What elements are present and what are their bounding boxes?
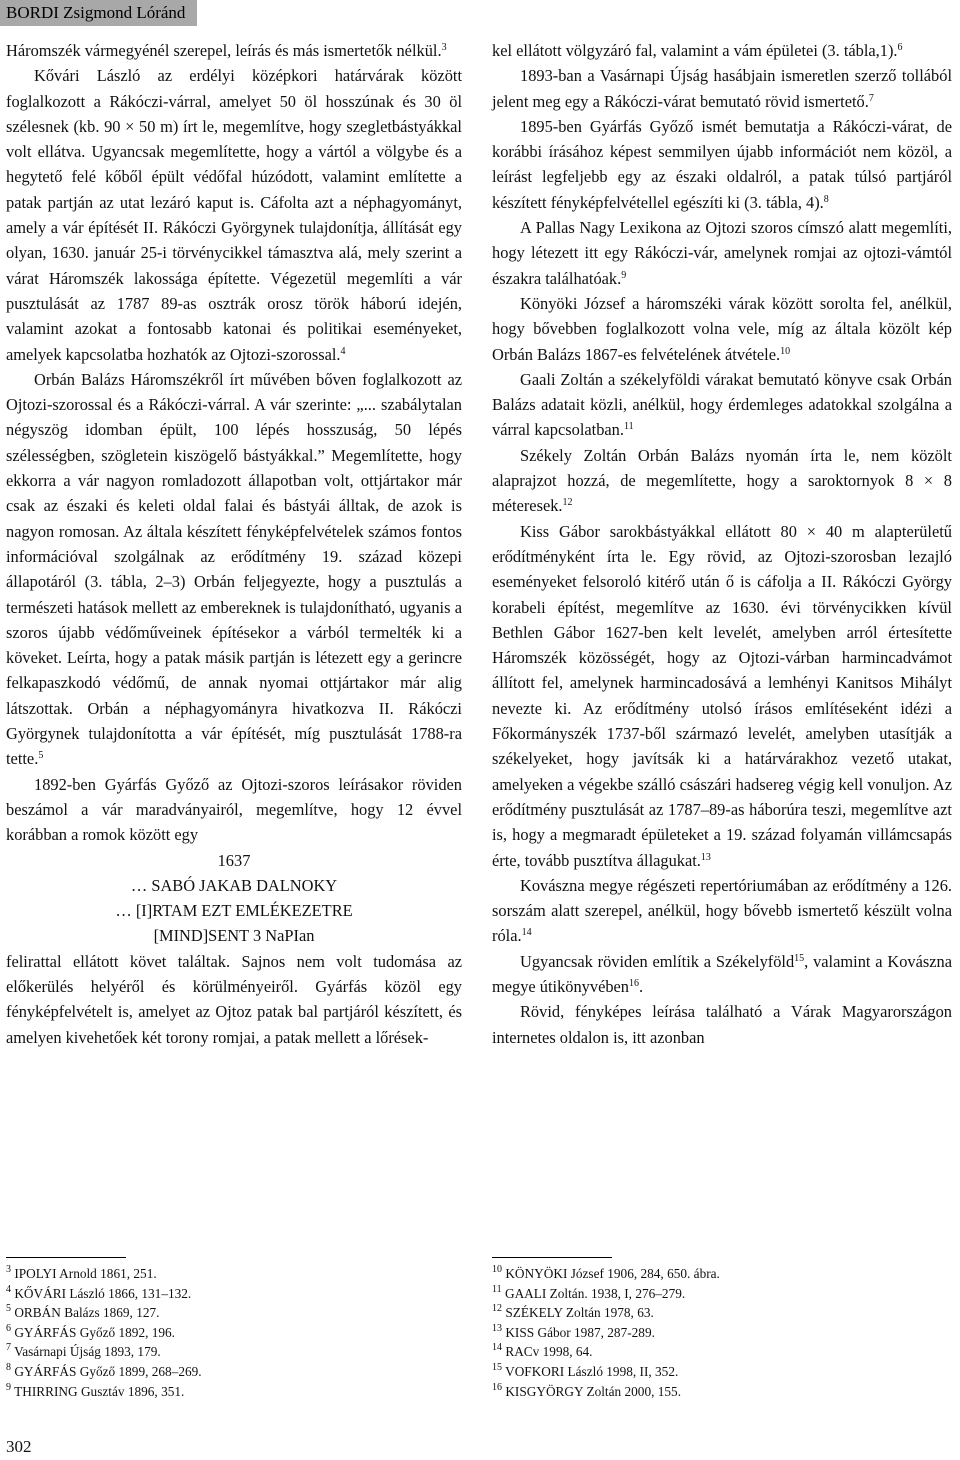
page-number: 302 [6, 1437, 32, 1456]
footnote: $^{12}$ SZÉKELY Zoltán 1978, 63. [492, 1303, 654, 1321]
paragraph: 1893-ban a Vasárnapi Újság hasábjain ismeretlen szerző tollából jelent meg egy a Rákóczi-várat bemutató rövid ismertető.$^7$ [492, 66, 952, 111]
footnote: $^6$ GYÁRFÁS Győző 1892, 196. [6, 1322, 176, 1340]
paragraph: Ugyancsak röviden említik a Székelyföld$^{15}$, valamint a Kovászna megye útikönyvében$^{16}$. [492, 951, 952, 996]
footnote: $^4$ KŐVÁRI László 1866, 131–132. [6, 1283, 192, 1301]
footnote-rule [492, 1257, 612, 1258]
footnote: $^8$ GYÁRFÁS Győző 1899, 268–269. [6, 1361, 202, 1379]
paragraph: 1892-ben Gyárfás Győző az Ojtozi-szoros leírásakor röviden beszámol a vár maradványairól, megemlítve, hogy 12 évvel korábban a romok között egy [6, 774, 462, 845]
footnote: $^7$ Vasárnapi Újság 1893, 179. [6, 1342, 161, 1360]
paragraph: Háromszék vármegyénél szerepel, leírás és más ismertetők nélkül.$^3$ [6, 41, 447, 60]
footnote-rule [6, 1257, 126, 1258]
footnote: $^{11}$ GAALI Zoltán. 1938, I, 276–279. [492, 1283, 686, 1301]
paragraph: kel ellátott völgyzáró fal, valamint a vám épületei (3. tábla,1).$^6$ [492, 41, 903, 60]
paragraph: Kovászna megye régészeti repertóriumában az erődítmény a 126. sorszám alatt szerepel, anélkül, hogy bővebb ismertető készült volna róla.$^{14}$ [492, 875, 952, 946]
footnote: $^{15}$ VOFKORI László 1998, II, 352. [492, 1361, 679, 1379]
paragraph: 1895-ben Gyárfás Győző ismét bemutatja a Rákóczi-várat, de korábbi írásához képest semmilyen újabb információt nem közöl, a leírást legfeljebb egy az északi oldalról, a patak túlsó partjáról készített fényképfelvétellel egészíti ki (3. tábla, 4).$^8$ [492, 116, 952, 212]
inscription-line: 1637 [217, 850, 251, 870]
paragraph: A Pallas Nagy Lexikona az Ojtozi szoros címszó alatt megemlíti, hogy létezett itt egy Rákóczi-vár, amelynek romjai az ojtozi-vámtól északra találhatóak.$^9$ [492, 218, 952, 288]
running-header: BORDI Zsigmond Lóránd [0, 0, 197, 26]
paragraph: Orbán Balázs Háromszékről írt művében bőven foglalkozott az Ojtozi-szorossal és a Rákóczi-várral. A vár szerinte: „... szabálytalan négyszög idomban épült, 100 lépés hosszuság, 50 lépés szélességben, szögletein kiszögelő bástyákkal.” Megemlítette, hogy ekkorra a vár nagyon romladozott állapotban volt, ottjártakor már csak az északi és keleti oldal falai és bástyái álltak, de azok is nagyon romosan. Az általa készített fényképfelvételek számos fontos információval szolgálnak az erődítmény 19. század közepi állapotáról (3. tábla, 2–3) Orbán feljegyezte, hogy a pusztulás a természeti hatások mellett az embereknek is tulajdonítható, ugyanis a szoros újabb védőműveinek építésekor a várból termelték ki a köveket. Leírta, hogy a patak másik partján is létezett egy a gerincre felkapaszkodó védőmű, de annak nyomai ottjártakor már alig látszottak. Orbán a néphagyományra hivatkozva II. Rákóczi Györgynek tulajdonította a vár építését, míg pusztulását 1788-ra tette.$^5$ [6, 369, 462, 769]
paragraph: felirattal ellátott követ találtak. Sajnos nem volt tudomása az előkerülés helyéről és körülményeiről. Gyárfás közöl egy fényképfelvételt is, amelyet az Ojtoz patak bal partjáról készített, és amelyen kivehetőek két torony romjai, a patak mellett a lőrések- [6, 951, 462, 1047]
footnotes-left [6, 1264, 202, 1401]
inscription-line: [MIND]SENT 3 NaPIan [153, 926, 315, 946]
right-column [492, 38, 952, 1050]
footnotes-right [492, 1264, 720, 1401]
paragraph: Kiss Gábor sarokbástyákkal ellátott 80 × 40 m alapterületű erődítményként írta le. Egy rövid, az Ojtozi-szorosban lezajló eseményeket felsoroló kitérő után ő is cáfolja a II. Rákóczi György korabeli építést, megemlítve az 1630. évi törvénycikken kívül Bethlen Gábor 1627-ben kelt levelét, amelyben arról értesítette Háromszék közösségét, hogy az Ojtozi-várban harmincadvámot állított fel, amelynek harmincadosává a lemhényi Kanitsos Mihályt nevezte ki. Az erődítmény utolsó írásos említéseként idézi a Főkormányszék 1737-ből származó levelét, amelyben utasítják a székelyeket, hogy javítsák ki a határvárakhoz vezető utakat, amelyeken a végekbe szálló császári hadsereg végig kell vonuljon. Az erődítmény pusztulását az 1787–89-as háborúra teszi, megemlítve azt is, hogy a megmaradt épületeket a 19. század folyamán villámcsapás érte, tovább pusztítva állagukat.$^{13}$ [492, 521, 952, 870]
paragraph: Rövid, fényképes leírása található a Várak Magyarországon internetes oldalon is, itt azonban [492, 1002, 952, 1047]
footnote: $^{13}$ KISS Gábor 1987, 287-289. [492, 1322, 655, 1340]
paragraph: Kővári László az erdélyi középkori határvárak között foglalkozott a Rákóczi-várral, amelyet 50 öl hosszúnak és 30 öl szélesnek (kb. 90 × 50 m) írt le, megemlítve, hogy szegletbástyákkal volt ellátva. Ugyancsak megemlítette, hogy a vártól a völgybe és a hegytető felé kőből épült védőfal húzódott, valamint említette a patak partján az utat lezáró kaput is. Cáfolta azt a néphagyományt, amely a vár építését II. Rákóczi Györgynek tulajdonítja, állítását egy olyan, 1630. január 25-i törvénycikkel támasztva alá, mely szerint a várat Háromszék lakossága építette. Végezetül megemlíti a vár pusztulását az 1787 89-as osztrák orosz török háború idején, valamint azokat a fontosabb katonai és politikai eseményeket, amelyek kapcsolatba hozhatók az Ojtozi-szorossal.$^4$ [6, 66, 462, 364]
footnote: $^{16}$ KISGYÖRGY Zoltán 2000, 155. [492, 1381, 682, 1399]
inscription-line: … SABÓ JAKAB DALNOKY [130, 875, 338, 895]
footnote: $^{14}$ RACv 1998, 64. [492, 1342, 593, 1360]
footnote: $^{10}$ KÖNYÖKI József 1906, 284, 650. ábra. [492, 1264, 720, 1281]
footnote: $^5$ ORBÁN Balázs 1869, 127. [6, 1303, 160, 1321]
footnote: $^9$ THIRRING Gusztáv 1896, 351. [6, 1381, 185, 1399]
footnote: $^3$ IPOLYI Arnold 1861, 251. [6, 1264, 157, 1281]
paragraph: Gaali Zoltán a székelyföldi várakat bemutató könyve csak Orbán Balázs adatait közli, anélkül, hogy érdemleges adatokkal szolgálna a várral kapcsolatban.$^{11}$ [492, 369, 952, 440]
paragraph: Könyöki József a háromszéki várak között sorolta fel, anélkül, hogy bővebben foglalkozott volna vele, míg az általa közölt kép Orbán Balázs 1867-es felvételének átvétele.$^{10}$ [492, 293, 952, 364]
paragraph: Székely Zoltán Orbán Balázs nyomán írta le, nem közölt alaprajzot hozzá, de megemlítette, hogy a saroktornyok 8 × 8 méteresek.$^{12}$ [492, 445, 952, 516]
left-column [6, 38, 462, 1050]
inscription-line: … [I]RTAM EZT EMLÉKEZETRE [115, 901, 353, 921]
